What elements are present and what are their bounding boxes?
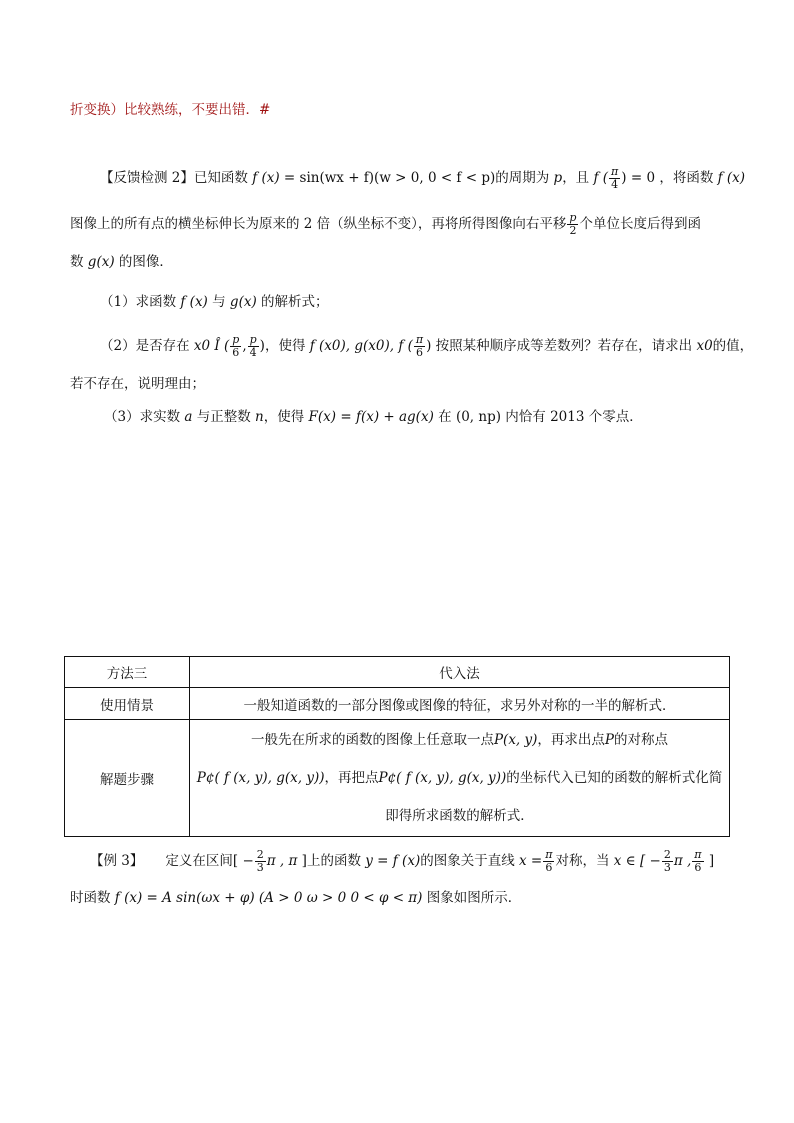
math-f-open: f (	[593, 170, 609, 186]
question-text: （3）求实数	[104, 409, 181, 425]
table-row	[65, 688, 730, 720]
question-text: （2）是否存在	[100, 338, 190, 354]
problem-text: 图像上的所有点的横坐标伸长为原来的 2 倍（纵坐标不变），再将所得图像向右平移	[70, 216, 567, 232]
question-text: ，使得	[264, 338, 306, 354]
math-Fx: F(x) = f(x) + ag(x)	[308, 409, 434, 425]
example-line-2	[70, 888, 521, 908]
question-text: 的值，	[712, 338, 754, 354]
denominator: 6	[545, 861, 553, 874]
example-text: 的图象关于直线	[420, 853, 515, 869]
numerator: π	[415, 333, 424, 346]
math-P: P	[604, 732, 615, 748]
bracket-right: ]	[704, 853, 715, 869]
table-row	[65, 720, 730, 837]
math-gx: g(x)	[229, 294, 257, 310]
example-text: 上的函数	[306, 853, 361, 869]
question-text: 在	[438, 409, 452, 425]
question-1	[100, 292, 329, 312]
math-definition: = sin(wx + f)(w > 0, 0 < f < p)	[283, 170, 496, 186]
fraction-pi-6	[543, 849, 554, 874]
close-paren: )	[259, 338, 265, 354]
problem-text: 的周期为	[495, 170, 550, 186]
math-pi-pi: π , π	[266, 853, 298, 869]
denominator: 6	[232, 346, 240, 359]
top-line: 折变换）比较熟练，不要出错．#	[70, 102, 271, 118]
problem-text: 的图像．	[118, 254, 173, 270]
fraction-p-6	[230, 334, 241, 359]
question-text: ) 按照某种顺序成等差数列？若存在，请求出	[426, 338, 693, 354]
fraction-p-2	[567, 212, 578, 237]
denominator: 6	[415, 346, 423, 359]
denominator: 2	[569, 224, 577, 237]
question-2-continued: 若不存在，说明理由；	[70, 376, 205, 392]
problem-line-3	[70, 252, 173, 272]
numerator: 2	[256, 848, 264, 861]
table-row	[65, 657, 730, 688]
denominator: 6	[694, 861, 702, 874]
step-line-2	[191, 759, 728, 797]
numerator: 2	[663, 848, 671, 861]
fraction-pi-4	[609, 166, 620, 191]
math-sequence: f (x0), g(x0), f (	[309, 338, 413, 354]
numerator: π	[611, 165, 619, 178]
step-text: 一般先在所求的函数的图像上任意取一点	[250, 732, 494, 748]
question-text: 内恰有 2013 个零点．	[505, 409, 643, 425]
math-x0: x0	[696, 338, 713, 354]
problem-heading: 【反馈检测 2】	[100, 170, 194, 186]
table-label: 使用情景	[65, 688, 190, 720]
math-conditions: (A > 0 ω > 0 0 < φ < π)	[258, 890, 423, 906]
question-text: 的解析式；	[261, 294, 329, 310]
fraction-pi-6	[692, 849, 703, 874]
denominator: 4	[611, 178, 619, 191]
problem-text: 已知函数	[193, 170, 248, 186]
table-value	[190, 720, 730, 837]
table-label: 解题步骤	[65, 720, 190, 837]
problem-text: 个单位长度后得到函	[579, 216, 701, 232]
example-label: 【例 3】	[90, 853, 144, 869]
example-line-1	[90, 846, 714, 876]
question-text: 与	[212, 294, 226, 310]
method-table	[64, 656, 730, 837]
numerator: π	[694, 848, 702, 861]
example-text: 对称，当	[555, 853, 610, 869]
math-interval: (0, np)	[455, 409, 501, 425]
problem-text: 数	[70, 254, 84, 270]
math-symmetric-point: P¢( f (x, y), g(x, y))	[378, 770, 507, 786]
question-2	[100, 334, 753, 359]
math-x0-in: x0 Î (	[193, 338, 230, 354]
math-x-eq: x =	[519, 853, 543, 869]
fraction-pi-6	[414, 334, 425, 359]
math-point: P(x, y)	[493, 732, 538, 748]
step-text: ，再把点	[324, 770, 379, 786]
fraction-2-3	[255, 849, 266, 874]
denominator: 4	[249, 346, 257, 359]
question-text: 与正整数	[196, 409, 251, 425]
example-text: 时函数	[70, 890, 111, 906]
math-fx: f (x)	[717, 170, 746, 186]
table-value: 代入法	[190, 657, 730, 688]
math-fx: f (x)	[252, 170, 280, 186]
math-f-close: ) = 0	[621, 170, 656, 186]
math-x-in: x ∈ [ −	[613, 853, 661, 869]
problem-text: ，将函数	[659, 170, 714, 186]
math-p: p	[553, 170, 563, 186]
numerator: p	[569, 211, 577, 224]
problem-text: ，且	[562, 170, 590, 186]
bracket-left: [ −	[232, 853, 254, 869]
question-text: （1）求函数	[100, 294, 177, 310]
step-line-3: 即得所求函数的解析式．	[385, 808, 534, 824]
problem-line-2	[70, 212, 701, 237]
denominator: 3	[256, 861, 264, 874]
math-n: n	[255, 409, 264, 425]
example-text: 定义在区间	[165, 853, 233, 869]
table-label: 方法三	[65, 657, 190, 688]
math-f-asin: f (x) = A sin(ωx + φ)	[114, 890, 255, 906]
example-text: 图象如图所示．	[426, 890, 522, 906]
math-fx: f (x)	[180, 294, 208, 310]
step-text: ，再求出点	[537, 732, 605, 748]
math-a: a	[184, 409, 193, 425]
step-line-1	[191, 721, 728, 759]
numerator: π	[545, 848, 553, 861]
bracket-right: ]	[297, 853, 307, 869]
fraction-2-3	[662, 849, 673, 874]
table-value: 一般知道函数的一部分图像或图像的特征，求另外对称的一半的解析式．	[190, 688, 730, 720]
denominator: 3	[663, 861, 671, 874]
question-text: ，使得	[263, 409, 305, 425]
numerator: p	[232, 333, 240, 346]
step-text: 的对称点	[614, 732, 669, 748]
step-text: 的坐标代入已知的函数的解析式化简	[506, 770, 723, 786]
math-gx: g(x)	[87, 254, 115, 270]
question-3	[104, 407, 643, 427]
math-pi-comma: π ,	[673, 853, 692, 869]
math-symmetric-point: P¢( f (x, y), g(x, y))	[196, 770, 325, 786]
problem-line-1	[100, 166, 745, 191]
fraction-p-4	[248, 334, 259, 359]
numerator: p	[249, 333, 257, 346]
math-y-fx: y = f (x)	[365, 853, 421, 869]
comma: ,	[242, 338, 247, 354]
